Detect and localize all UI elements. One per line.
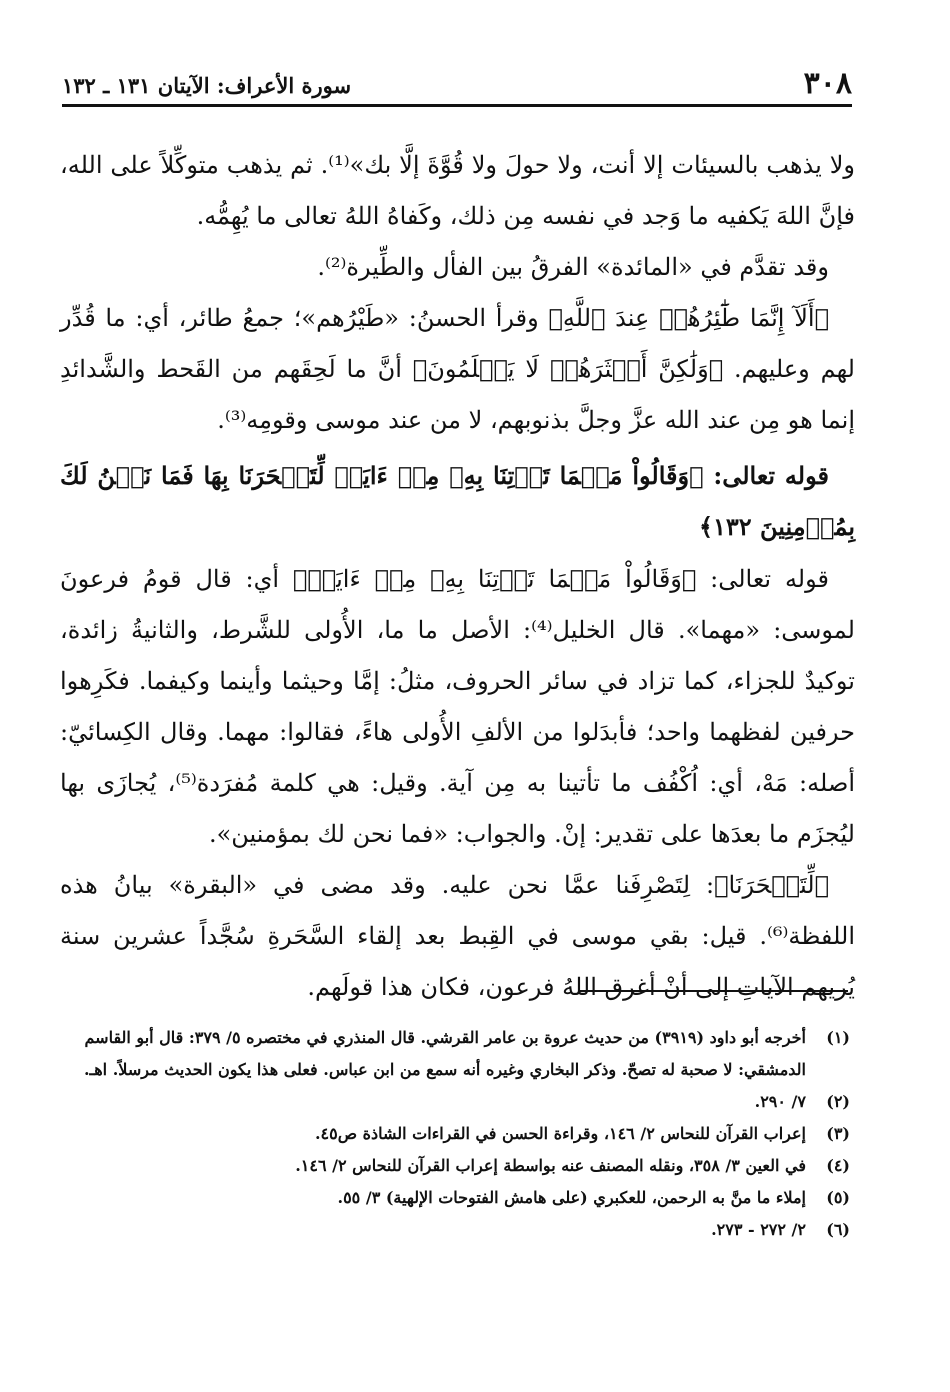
footnote-number: (٥) (826, 1188, 850, 1207)
paragraph-4: قوله تعالى: ﴿وَقَالُواْ مَهۡمَا تَأۡتِنَا بِهِۦ مِنۡ ءَايَةٖ﴾ أي: قال قومُ فرعونَ لموسى: «مهما». قال الخليل⁽⁴⁾: الأصل ما ما، الأُولى للشَّرط، والثانيةُ زائدة، توكيدٌ للجزاء، كما تزاد في سائر الحروف، مثلُ: إمَّا وحيثما وأينما وكيفما. فكَرِهوا حرفين لفظهما واحد؛ فأبدَلوا من الألفِ الأُولى هاءً، فقالوا: مهما. وقال الكِسائيّ: أصله: مَهْ، أي: اُكْفُف ما تأتينا به مِن آية. وقيل: هي كلمة مُفرَدة⁽⁵⁾، يُجازَى بها ليُجزَم ما بعدَها على تقدير: إنْ. والجواب: «فما نحن لك بمؤمنين». (60, 565, 856, 848)
footnote-3 (70, 1118, 850, 1150)
paragraph-3: ﴿أَلَآ إِنَّمَا طَٰٓئِرُهُمۡ عِندَ ٱللَّهِ﴾ وقرأ الحسنُ: «طَيْرُهم»؛ جمعُ طائر، أي: ما قُدِّر لهم وعليهم. ﴿وَلَٰكِنَّ أَكۡثَرَهُمۡ لَا يَعۡلَمُونَ﴾ أنَّ ما لَحِقَهم من القَحط والشَّدائدِ إنما هو مِن عند الله عزَّ وجلَّ بذنوبهم، لا من عند موسى وقومِه⁽³⁾. (60, 304, 855, 434)
page-header (62, 60, 852, 107)
paragraph-2: وقد تقدَّم في «المائدة» الفرقُ بين الفأل والطِّيرة⁽²⁾. (317, 253, 829, 281)
footnote-divider (578, 990, 848, 992)
footnote-text: إملاء ما منَّ به الرحمن، للعكبري (على هامش الفتوحات الإلهية) ٣/ ٥٥. (337, 1188, 806, 1207)
footnote-2 (70, 1086, 850, 1118)
footnote-text: ٢/ ٢٧٢ - ٢٧٣. (711, 1220, 806, 1239)
footnote-number: (٦) (826, 1220, 850, 1239)
page-number: ٣٠٨ (803, 66, 852, 101)
footnotes (70, 1022, 850, 1246)
footnote-number: (٣) (826, 1124, 850, 1143)
footnote-text: أخرجه أبو داود (٣٩١٩) من حديث عروة بن عامر القرشي. قال المنذري في مختصره ٥/ ٣٧٩: قال أبو القاسم الدمشقي: لا صحبة له تصحّ. وذكر البخاري وغيره أنه سمع من ابن عباس. فعلى هذا يكون الحديث مرسلاً. اهـ. (83, 1028, 806, 1079)
main-text (60, 140, 855, 1013)
paragraph-5: ﴿لِّتَسۡحَرَنَا﴾: لِتَصْرِفَنا عمَّا نحن عليه. وقد مضى في «البقرة» بيانُ هذه اللفظة⁽⁶⁾. قيل: بقي موسى في القِبط بعد إلقاء السَّحَرةِ سُجَّداً عشرين سنة يُريهم الآياتِ إلى أنْ أغرق اللهُ فرعون، فكان هذا قولَهم. (60, 871, 855, 1001)
footnote-5 (70, 1182, 850, 1214)
running-title: سورة الأعراف: الآيتان ١٣١ ـ ١٣٢ (62, 73, 352, 98)
paragraph-1: ولا يذهب بالسيئات إلا أنت، ولا حولَ ولا قُوَّةَ إلَّا بك»⁽¹⁾. ثم يذهب متوكِّلاً على الله، فإنَّ اللهَ يَكفيه ما وَجد في نفسه مِن ذلك، وكَفاهُ اللهُ تعالى ما يُهِمُّه. (60, 151, 855, 230)
footnote-text: إعراب القرآن للنحاس ٢/ ١٤٦، وقراءة الحسن في القراءات الشاذة ص٤٥. (314, 1124, 806, 1143)
footnote-text: ٧/ ٢٩٠. (754, 1092, 806, 1111)
footnote-1 (70, 1022, 850, 1086)
footnote-4 (70, 1150, 850, 1182)
footnote-number: (١) (826, 1028, 850, 1047)
footnote-6 (70, 1214, 850, 1246)
footnote-text: في العين ٣/ ٣٥٨، ونقله المصنف عنه بواسطة إعراب القرآن للنحاس ٢/ ١٤٦. (295, 1156, 806, 1175)
verse-heading: قوله تعالى: ﴿وَقَالُواْ مَهۡمَا تَأۡتِنَا بِهِۦ مِنۡ ءَايَةٖ لِّتَسۡحَرَنَا بِهَا فَمَا نَحۡنُ لَكَ بِمُؤۡمِنِينَ ١٣٢﴾ (60, 461, 855, 541)
footnote-number: (٤) (826, 1156, 850, 1175)
footnote-number: (٢) (826, 1092, 850, 1111)
